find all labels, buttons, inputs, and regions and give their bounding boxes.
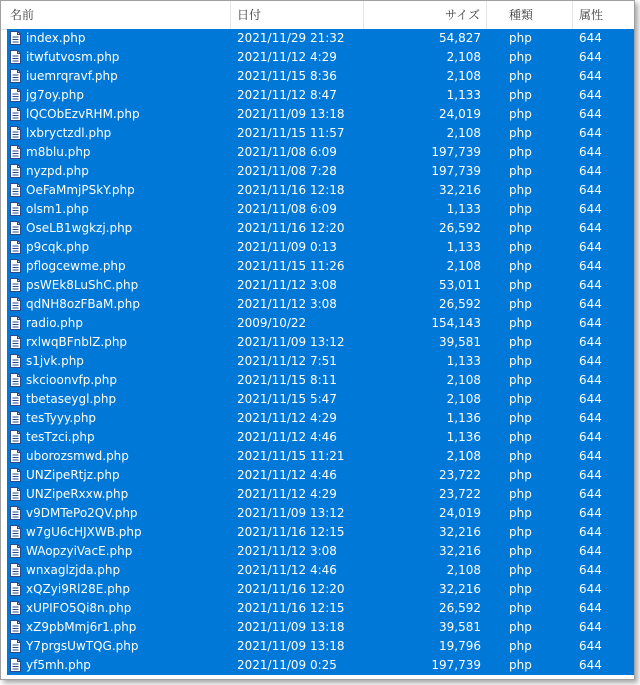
file-name: radio.php xyxy=(26,316,84,330)
file-type: php xyxy=(509,373,532,387)
file-row[interactable] xyxy=(1,485,634,504)
php-file-icon xyxy=(10,88,21,102)
file-type: php xyxy=(509,88,532,102)
file-attr: 644 xyxy=(579,430,602,444)
file-attr: 644 xyxy=(579,658,602,672)
file-name: index.php xyxy=(26,31,86,45)
column-header-size[interactable] xyxy=(364,1,487,29)
file-name: olsm1.php xyxy=(26,202,89,216)
file-size: 1,133 xyxy=(446,88,481,102)
file-date: 2021/11/09 13:18 xyxy=(237,639,345,653)
file-type: php xyxy=(509,164,532,178)
file-row[interactable] xyxy=(1,390,634,409)
file-date: 2021/11/09 13:12 xyxy=(237,506,345,520)
php-file-icon xyxy=(10,582,21,596)
file-size: 2,108 xyxy=(446,50,481,64)
php-file-icon xyxy=(10,31,21,45)
file-row[interactable] xyxy=(1,86,634,105)
file-date: 2021/11/15 8:36 xyxy=(237,69,337,83)
file-row[interactable] xyxy=(1,656,634,675)
column-header-type[interactable] xyxy=(487,1,573,29)
file-row[interactable] xyxy=(1,599,634,618)
file-name: tesTyyy.php xyxy=(26,411,97,425)
php-file-icon xyxy=(10,278,21,292)
file-row[interactable] xyxy=(1,523,634,542)
file-row[interactable] xyxy=(1,48,634,67)
column-header-name[interactable] xyxy=(1,1,231,29)
file-size: 1,133 xyxy=(446,354,481,368)
file-size: 2,108 xyxy=(446,126,481,140)
file-date: 2021/11/09 13:12 xyxy=(237,335,345,349)
file-date: 2021/11/12 8:47 xyxy=(237,88,337,102)
column-header-date[interactable] xyxy=(231,1,364,29)
file-date: 2021/11/29 21:32 xyxy=(237,31,345,45)
php-file-icon xyxy=(10,221,21,235)
file-size: 39,581 xyxy=(439,620,481,634)
file-name: skcioonvfp.php xyxy=(26,373,118,387)
file-date: 2021/11/08 7:28 xyxy=(237,164,337,178)
file-type: php xyxy=(509,278,532,292)
file-type: php xyxy=(509,259,532,273)
file-attr: 644 xyxy=(579,468,602,482)
file-row[interactable] xyxy=(1,428,634,447)
file-type: php xyxy=(509,468,532,482)
file-attr: 644 xyxy=(579,297,602,311)
file-date: 2021/11/12 3:08 xyxy=(237,297,337,311)
php-file-icon xyxy=(10,107,21,121)
file-size: 197,739 xyxy=(431,145,481,159)
file-type: php xyxy=(509,411,532,425)
file-attr: 644 xyxy=(579,620,602,634)
file-row[interactable] xyxy=(1,238,634,257)
file-date: 2021/11/15 11:57 xyxy=(237,126,345,140)
file-size: 32,216 xyxy=(439,183,481,197)
file-row[interactable] xyxy=(1,257,634,276)
php-file-icon xyxy=(10,145,21,159)
file-attr: 644 xyxy=(579,126,602,140)
file-type: php xyxy=(509,582,532,596)
file-attr: 644 xyxy=(579,411,602,425)
file-type: php xyxy=(509,69,532,83)
file-row[interactable] xyxy=(1,618,634,637)
file-name: v9DMTePo2QV.php xyxy=(26,506,138,520)
file-size: 19,796 xyxy=(439,639,481,653)
file-type: php xyxy=(509,449,532,463)
file-attr: 644 xyxy=(579,240,602,254)
php-file-icon xyxy=(10,411,21,425)
file-name: w7gU6cHJXWB.php xyxy=(26,525,142,539)
file-type: php xyxy=(509,639,532,653)
file-name: s1jvk.php xyxy=(26,354,84,368)
file-size: 32,216 xyxy=(439,582,481,596)
column-header-attr-label: 属性 xyxy=(579,8,604,22)
file-date: 2021/11/15 11:21 xyxy=(237,449,345,463)
file-type: php xyxy=(509,50,532,64)
php-file-icon xyxy=(10,335,21,349)
file-name: lxbryctzdl.php xyxy=(26,126,112,140)
file-name: OeFaMmjPSkY.php xyxy=(26,183,135,197)
file-type: php xyxy=(509,145,532,159)
php-file-icon xyxy=(10,259,21,273)
file-row[interactable] xyxy=(1,466,634,485)
file-row[interactable] xyxy=(1,561,634,580)
file-size: 1,136 xyxy=(446,430,481,444)
file-size: 2,108 xyxy=(446,259,481,273)
file-date: 2021/11/16 12:20 xyxy=(237,221,345,235)
file-row[interactable] xyxy=(1,637,634,656)
file-name: pflogcewme.php xyxy=(26,259,126,273)
file-attr: 644 xyxy=(579,221,602,235)
file-row[interactable] xyxy=(1,143,634,162)
php-file-icon xyxy=(10,69,21,83)
file-size: 54,827 xyxy=(439,31,481,45)
file-size: 26,592 xyxy=(439,601,481,615)
file-attr: 644 xyxy=(579,449,602,463)
file-name: m8blu.php xyxy=(26,145,91,159)
file-type: php xyxy=(509,601,532,615)
file-name: psWEk8LuShC.php xyxy=(26,278,139,292)
php-file-icon xyxy=(10,50,21,64)
file-size: 1,136 xyxy=(446,411,481,425)
php-file-icon xyxy=(10,449,21,463)
file-row[interactable] xyxy=(1,580,634,599)
file-size: 1,133 xyxy=(446,202,481,216)
file-name: nyzpd.php xyxy=(26,164,89,178)
php-file-icon xyxy=(10,240,21,254)
php-file-icon xyxy=(10,544,21,558)
file-attr: 644 xyxy=(579,202,602,216)
file-row[interactable] xyxy=(1,447,634,466)
file-name: wnxaglzjda.php xyxy=(26,563,121,577)
file-attr: 644 xyxy=(579,506,602,520)
file-row[interactable] xyxy=(1,295,634,314)
column-header xyxy=(1,1,634,30)
file-type: php xyxy=(509,297,532,311)
file-name: xZ9pbMmj6r1.php xyxy=(26,620,137,634)
php-file-icon xyxy=(10,164,21,178)
file-size: 32,216 xyxy=(439,544,481,558)
file-date: 2021/11/12 3:08 xyxy=(237,278,337,292)
php-file-icon xyxy=(10,183,21,197)
file-date: 2021/11/08 6:09 xyxy=(237,202,337,216)
file-row[interactable] xyxy=(1,314,634,333)
file-date: 2021/11/15 8:11 xyxy=(237,373,337,387)
file-type: php xyxy=(509,658,532,672)
file-type: php xyxy=(509,430,532,444)
php-file-icon xyxy=(10,506,21,520)
file-size: 2,108 xyxy=(446,373,481,387)
php-file-icon xyxy=(10,392,21,406)
file-attr: 644 xyxy=(579,50,602,64)
php-file-icon xyxy=(10,373,21,387)
file-date: 2009/10/22 xyxy=(237,316,307,330)
file-row[interactable] xyxy=(1,200,634,219)
column-header-attr[interactable] xyxy=(573,1,634,29)
file-attr: 644 xyxy=(579,487,602,501)
file-name: OseLB1wgkzj.php xyxy=(26,221,133,235)
php-file-icon xyxy=(10,620,21,634)
file-type: php xyxy=(509,563,532,577)
file-type: php xyxy=(509,183,532,197)
file-row[interactable] xyxy=(1,29,634,48)
file-name: lQCObEzvRHM.php xyxy=(26,107,140,121)
file-row[interactable] xyxy=(1,124,634,143)
file-date: 2021/11/12 7:51 xyxy=(237,354,337,368)
file-name: tesTzci.php xyxy=(26,430,95,444)
php-file-icon xyxy=(10,563,21,577)
file-attr: 644 xyxy=(579,145,602,159)
file-name: xUPIFO5Qi8n.php xyxy=(26,601,132,615)
file-size: 24,019 xyxy=(439,506,481,520)
php-file-icon xyxy=(10,354,21,368)
file-type: php xyxy=(509,525,532,539)
file-type: php xyxy=(509,620,532,634)
file-attr: 644 xyxy=(579,31,602,45)
file-name: tbetaseygl.php xyxy=(26,392,117,406)
file-attr: 644 xyxy=(579,601,602,615)
file-name: UNZipeRxxw.php xyxy=(26,487,129,501)
php-file-icon xyxy=(10,601,21,615)
file-type: php xyxy=(509,221,532,235)
file-size: 53,011 xyxy=(439,278,481,292)
column-header-type-label: 種類 xyxy=(509,8,534,22)
file-attr: 644 xyxy=(579,107,602,121)
file-attr: 644 xyxy=(579,316,602,330)
file-attr: 644 xyxy=(579,373,602,387)
file-attr: 644 xyxy=(579,259,602,273)
php-file-icon xyxy=(10,658,21,672)
file-attr: 644 xyxy=(579,582,602,596)
file-size: 26,592 xyxy=(439,221,481,235)
file-row[interactable] xyxy=(1,352,634,371)
file-size: 26,592 xyxy=(439,297,481,311)
file-date: 2021/11/09 0:25 xyxy=(237,658,337,672)
file-row[interactable] xyxy=(1,542,634,561)
file-size: 23,722 xyxy=(439,468,481,482)
file-date: 2021/11/16 12:15 xyxy=(237,601,345,615)
php-file-icon xyxy=(10,126,21,140)
file-date: 2021/11/12 4:46 xyxy=(237,468,337,482)
file-type: php xyxy=(509,240,532,254)
file-name: yf5mh.php xyxy=(26,658,91,672)
file-date: 2021/11/12 4:29 xyxy=(237,411,337,425)
file-name: WAopzyiVacE.php xyxy=(26,544,133,558)
file-attr: 644 xyxy=(579,563,602,577)
file-date: 2021/11/09 0:13 xyxy=(237,240,337,254)
file-type: php xyxy=(509,31,532,45)
file-date: 2021/11/12 3:08 xyxy=(237,544,337,558)
file-type: php xyxy=(509,354,532,368)
file-size: 39,581 xyxy=(439,335,481,349)
file-attr: 644 xyxy=(579,639,602,653)
file-name: qdNH8ozFBaM.php xyxy=(26,297,141,311)
file-date: 2021/11/12 4:46 xyxy=(237,563,337,577)
file-date: 2021/11/15 5:47 xyxy=(237,392,337,406)
column-header-date-label: 日付 xyxy=(237,8,262,22)
file-date: 2021/11/16 12:15 xyxy=(237,525,345,539)
file-type: php xyxy=(509,487,532,501)
php-file-icon xyxy=(10,487,21,501)
file-date: 2021/11/15 11:26 xyxy=(237,259,345,273)
file-size: 154,143 xyxy=(431,316,481,330)
file-name: p9cqk.php xyxy=(26,240,90,254)
file-name: UNZipeRtjz.php xyxy=(26,468,120,482)
file-size: 1,133 xyxy=(446,240,481,254)
file-attr: 644 xyxy=(579,392,602,406)
file-type: php xyxy=(509,107,532,121)
file-name: itwfutvosm.php xyxy=(26,50,120,64)
file-name: iuemrqravf.php xyxy=(26,69,118,83)
file-row[interactable] xyxy=(1,276,634,295)
file-name: uborozsmwd.php xyxy=(26,449,129,463)
file-size: 2,108 xyxy=(446,449,481,463)
column-header-size-label: サイズ xyxy=(444,8,480,22)
file-date: 2021/11/16 12:20 xyxy=(237,582,345,596)
file-name: rxlwqBFnblZ.php xyxy=(26,335,128,349)
file-row[interactable] xyxy=(1,162,634,181)
file-size: 2,108 xyxy=(446,69,481,83)
file-row[interactable] xyxy=(1,105,634,124)
php-file-icon xyxy=(10,525,21,539)
file-attr: 644 xyxy=(579,354,602,368)
file-attr: 644 xyxy=(579,335,602,349)
file-name: jg7oy.php xyxy=(26,88,84,102)
file-size: 32,216 xyxy=(439,525,481,539)
file-size: 23,722 xyxy=(439,487,481,501)
file-row[interactable] xyxy=(1,219,634,238)
file-type: php xyxy=(509,202,532,216)
php-file-icon xyxy=(10,297,21,311)
file-row[interactable] xyxy=(1,371,634,390)
file-type: php xyxy=(509,544,532,558)
file-date: 2021/11/12 4:46 xyxy=(237,430,337,444)
file-attr: 644 xyxy=(579,525,602,539)
php-file-icon xyxy=(10,639,21,653)
file-date: 2021/11/12 4:29 xyxy=(237,50,337,64)
file-attr: 644 xyxy=(579,183,602,197)
file-date: 2021/11/09 13:18 xyxy=(237,107,345,121)
file-date: 2021/11/12 4:29 xyxy=(237,487,337,501)
file-row[interactable] xyxy=(1,409,634,428)
file-size: 197,739 xyxy=(431,164,481,178)
file-date: 2021/11/08 6:09 xyxy=(237,145,337,159)
file-attr: 644 xyxy=(579,69,602,83)
file-attr: 644 xyxy=(579,88,602,102)
file-row[interactable] xyxy=(1,333,634,352)
file-row[interactable] xyxy=(1,181,634,200)
php-file-icon xyxy=(10,468,21,482)
file-size: 197,739 xyxy=(431,658,481,672)
file-attr: 644 xyxy=(579,164,602,178)
file-type: php xyxy=(509,392,532,406)
file-type: php xyxy=(509,126,532,140)
file-row[interactable] xyxy=(1,67,634,86)
file-list xyxy=(1,29,634,675)
file-name: xQZyi9Rl28E.php xyxy=(26,582,131,596)
php-file-icon xyxy=(10,430,21,444)
file-size: 2,108 xyxy=(446,563,481,577)
file-type: php xyxy=(509,506,532,520)
php-file-icon xyxy=(10,316,21,330)
column-header-name-label: 名前 xyxy=(10,8,35,22)
file-type: php xyxy=(509,335,532,349)
php-file-icon xyxy=(10,202,21,216)
file-attr: 644 xyxy=(579,278,602,292)
file-size: 2,108 xyxy=(446,392,481,406)
file-type: php xyxy=(509,316,532,330)
file-date: 2021/11/16 12:18 xyxy=(237,183,345,197)
file-attr: 644 xyxy=(579,544,602,558)
file-size: 24,019 xyxy=(439,107,481,121)
file-name: Y7prgsUwTQG.php xyxy=(26,639,139,653)
file-date: 2021/11/09 13:18 xyxy=(237,620,345,634)
file-row[interactable] xyxy=(1,504,634,523)
